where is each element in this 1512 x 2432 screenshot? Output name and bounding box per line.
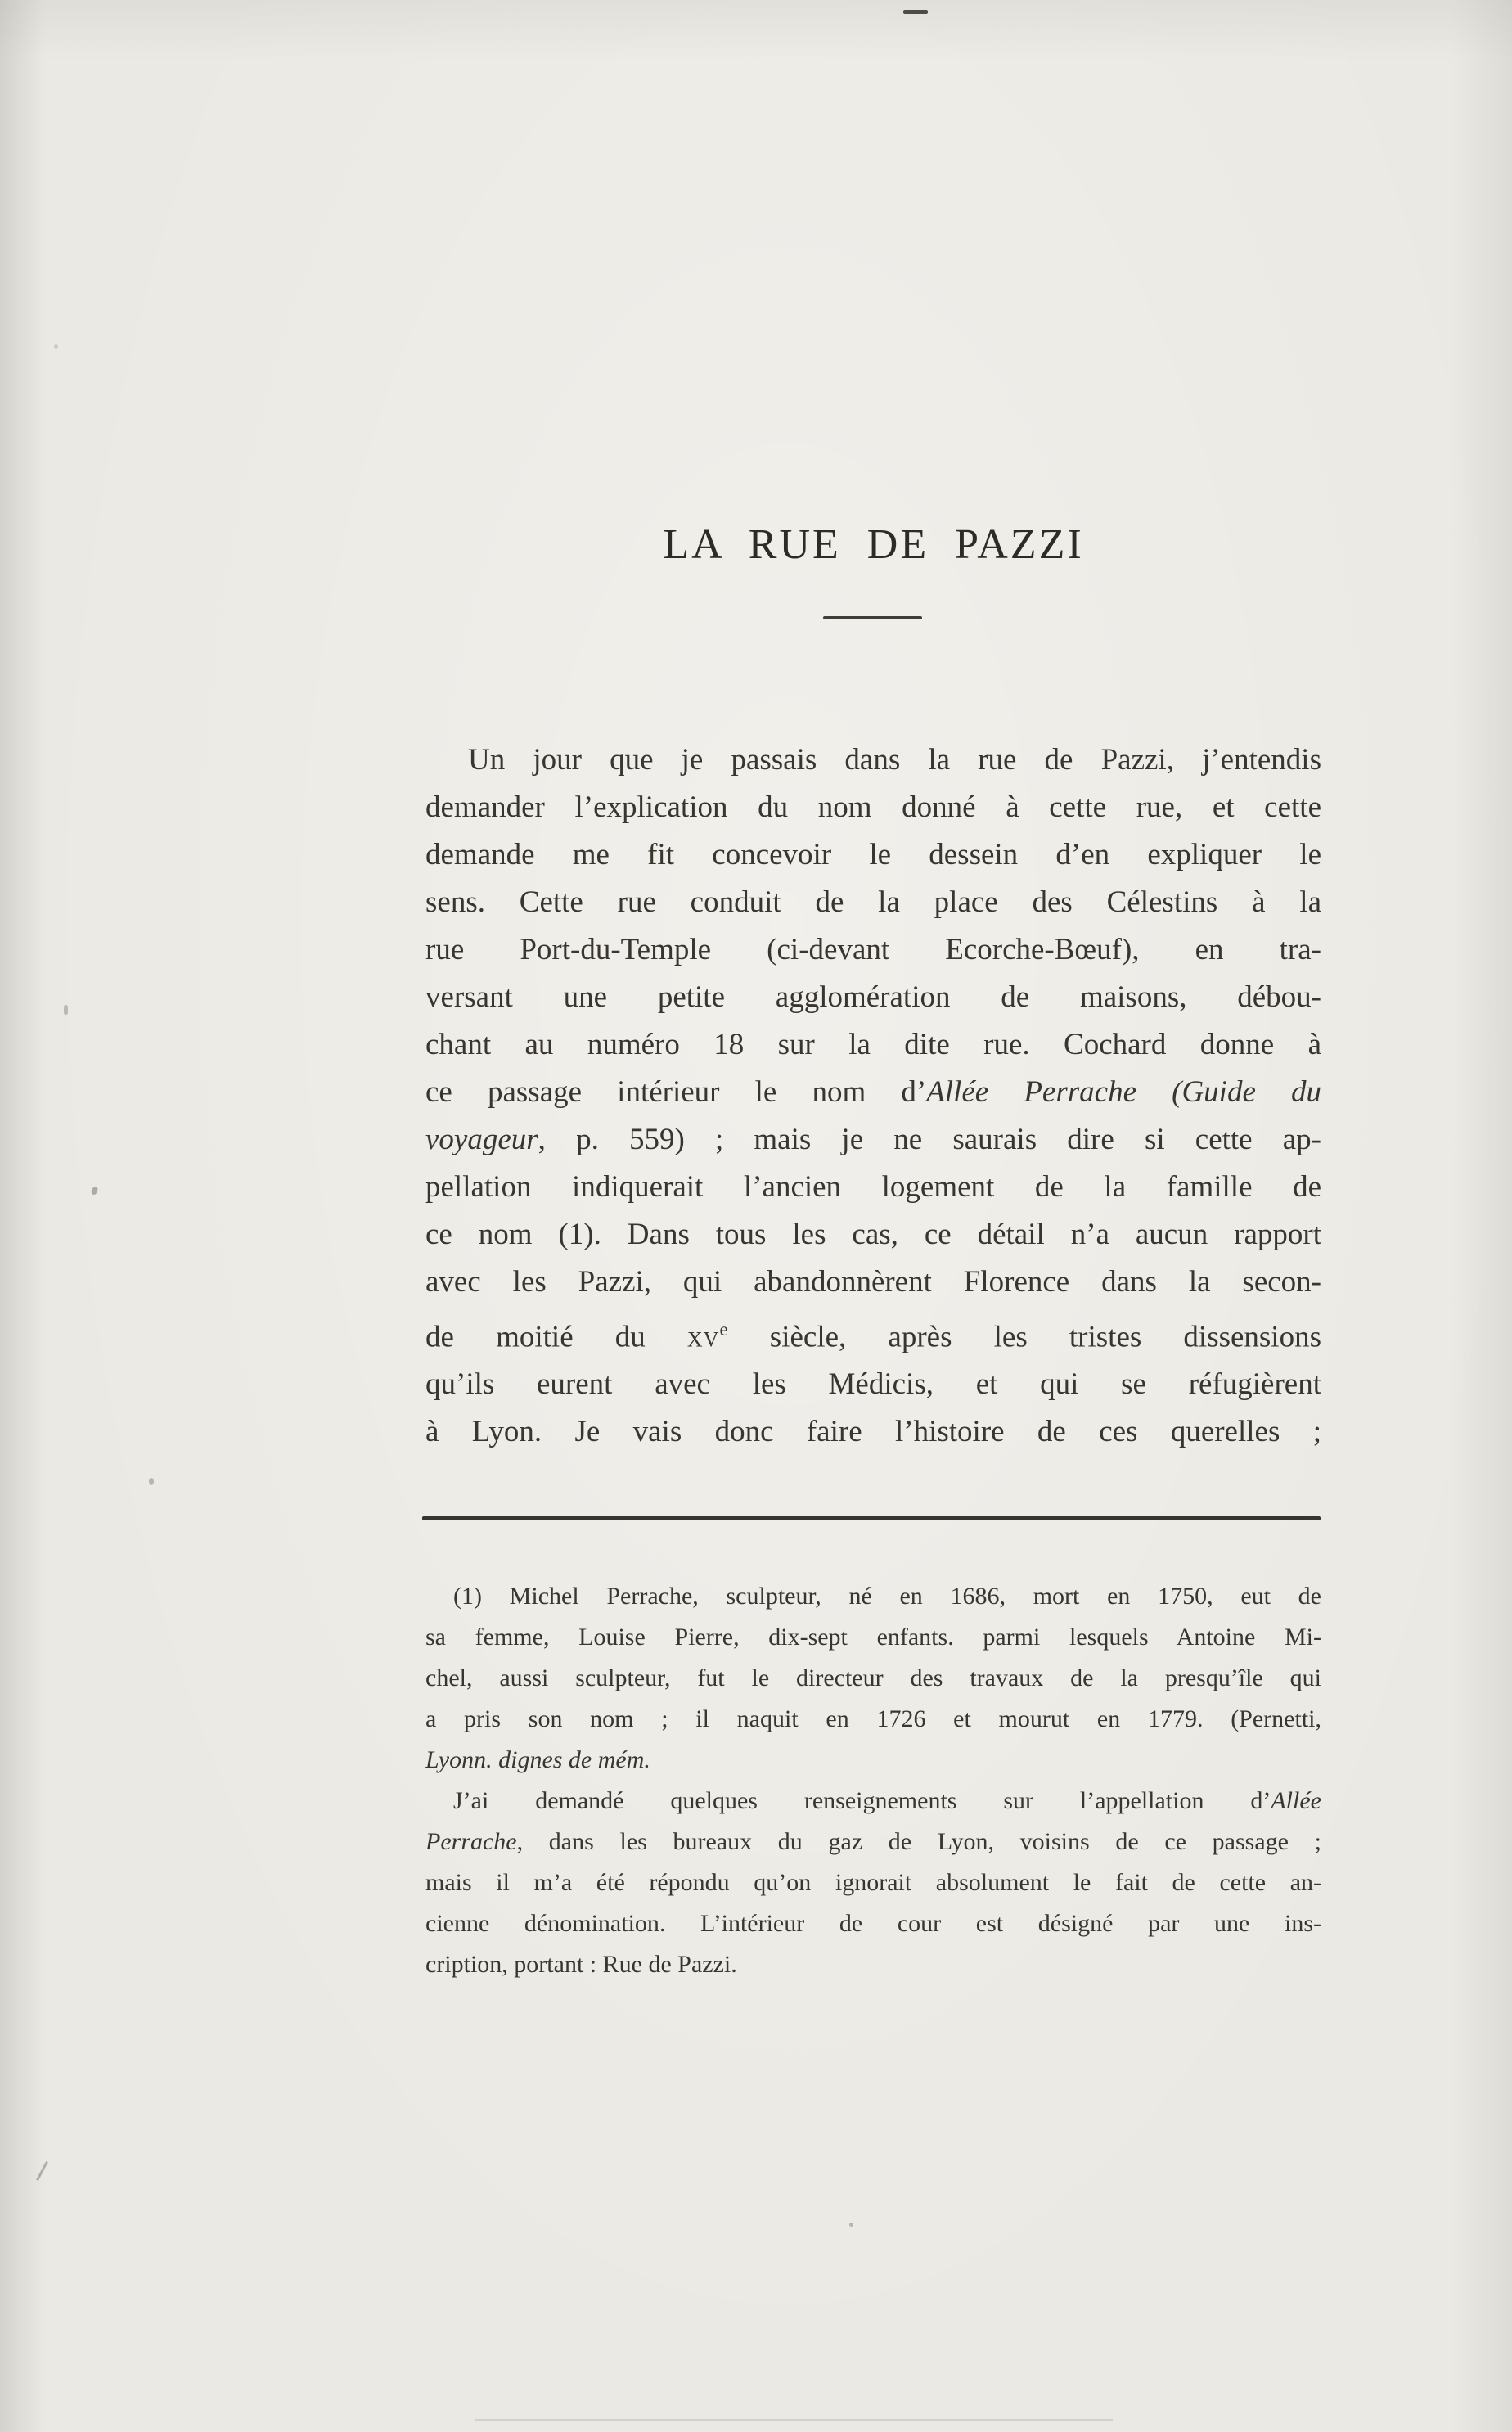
text-line: demande me fit concevoir le dessein d’en expliquer le bbox=[425, 838, 1321, 871]
scan-artifact-speck bbox=[849, 2223, 853, 2227]
scan-artifact-speck bbox=[149, 1478, 154, 1485]
scan-artifact-speck bbox=[36, 2161, 48, 2181]
text-line: voyageur, p. 559) ; mais je ne saurais dire si cette ap- bbox=[425, 1123, 1321, 1156]
text-line: mais il m’a été répondu qu’on ignorait absolument le fait de cette an- bbox=[425, 1869, 1321, 1896]
scan-artifact-speck bbox=[91, 1186, 99, 1196]
scan-artifact-speck bbox=[54, 344, 58, 349]
text-line: (1) Michel Perrache, sculpteur, né en 1686, mort en 1750, eut de bbox=[453, 1583, 1321, 1610]
text-line: Un jour que je passais dans la rue de Pazzi, j’entendis bbox=[468, 743, 1321, 777]
text-line: demander l’explication du nom donné à cette rue, et cette bbox=[425, 790, 1321, 824]
text-line: avec les Pazzi, qui abandonnèrent Florence dans la secon- bbox=[425, 1265, 1321, 1299]
text-line: cienne dénomination. L’intérieur de cour est désigné par une ins- bbox=[425, 1910, 1321, 1937]
text-line: pellation indiquerait l’ancien logement de la famille de bbox=[425, 1170, 1321, 1204]
body-text bbox=[425, 736, 1321, 1456]
text-line: sa femme, Louise Pierre, dix-sept enfants. parmi lesquels Antoine Mi- bbox=[425, 1624, 1321, 1651]
text-line: chel, aussi sculpteur, fut le directeur des travaux de la presqu’île qui bbox=[425, 1664, 1321, 1691]
text-line: chant au numéro 18 sur la dite rue. Cochard donne à bbox=[425, 1028, 1321, 1061]
text-line: a pris son nom ; il naquit en 1726 et mourut en 1779. (Pernetti, bbox=[425, 1705, 1321, 1732]
text-line: ce nom (1). Dans tous les cas, ce détail n’a aucun rapport bbox=[425, 1218, 1321, 1251]
text-line: Lyonn. dignes de mém. bbox=[425, 1746, 650, 1773]
text-line: versant une petite agglomération de maisons, débou- bbox=[425, 980, 1321, 1014]
text-line: J’ai demandé quelques renseignements sur l’appellation d’Allée bbox=[453, 1787, 1321, 1814]
text-line: sens. Cette rue conduit de la place des Célestins à la bbox=[425, 885, 1321, 919]
text-line: Perrache, dans les bureaux du gaz de Lyon, voisins de ce passage ; bbox=[425, 1828, 1321, 1855]
scan-artifact-speck bbox=[64, 1005, 68, 1015]
scan-artifact-dash bbox=[903, 10, 928, 14]
scan-artifact-smudge bbox=[475, 2419, 1113, 2421]
text-line: cription, portant : Rue de Pazzi. bbox=[425, 1951, 737, 1978]
text-line: à Lyon. Je vais donc faire l’histoire de ces querelles ; bbox=[425, 1415, 1321, 1449]
page-title: LA RUE DE PAZZI bbox=[663, 521, 1084, 568]
footnote-text bbox=[425, 1576, 1321, 1985]
text-line: ce passage intérieur le nom d’Allée Perrache (Guide du bbox=[425, 1075, 1321, 1109]
text-line: qu’ils eurent avec les Médicis, et qui se réfugièrent bbox=[425, 1367, 1321, 1402]
text-line: rue Port-du-Temple (ci-devant Ecorche-Bœuf), en tra- bbox=[425, 933, 1321, 966]
title-divider bbox=[823, 616, 922, 619]
text-line: de moitié du $xv^e$ siècle, après les tristes dissensions bbox=[425, 1319, 1321, 1354]
footnote-divider bbox=[422, 1516, 1321, 1520]
